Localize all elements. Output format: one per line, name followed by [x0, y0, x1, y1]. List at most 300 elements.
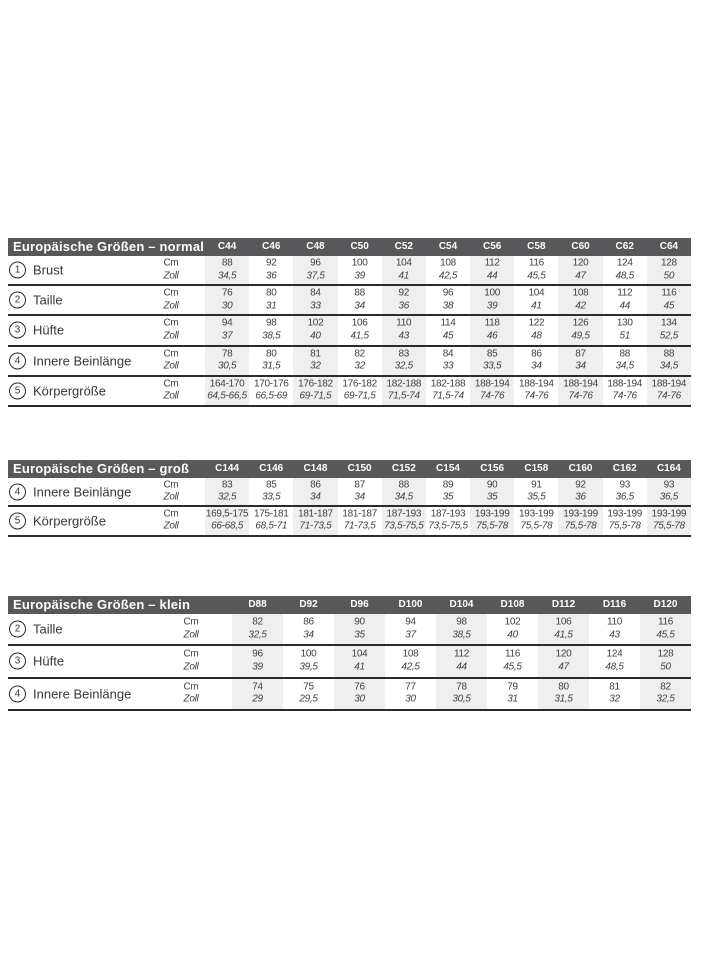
row-number-badge: 4: [9, 685, 26, 702]
cm-value: 92: [575, 479, 586, 491]
cm-value: 164-170: [209, 378, 245, 390]
cm-value: 84: [442, 348, 454, 360]
cell-taille-c48: [293, 288, 337, 313]
zoll-value: 42,5: [401, 661, 420, 673]
cm-value: 176-182: [342, 378, 377, 390]
column-header-c158: C158: [524, 463, 549, 474]
cm-value: 80: [265, 348, 277, 360]
cm-value: 188-194: [474, 378, 510, 390]
cell-taille-c60: [558, 288, 602, 313]
cell-innere-beinlaenge-c152: [382, 479, 426, 504]
cm-value: 74: [252, 681, 263, 693]
column-header-d100: D100: [398, 599, 423, 610]
column-header-c154: C154: [436, 463, 460, 474]
cell-huefte-c62: [603, 318, 647, 343]
cm-value: 75: [303, 681, 314, 693]
column-headers: [8, 238, 691, 256]
cell-taille-d108: [487, 617, 538, 642]
cm-value: 126: [572, 317, 589, 329]
cell-brust-c54: [426, 258, 470, 283]
zoll-value: 45: [663, 300, 675, 312]
cell-taille-c56: [470, 288, 514, 313]
cell-brust-c64: [647, 258, 691, 283]
cell-taille-d96: [334, 617, 385, 642]
cell-innere-beinlaenge-c48: [293, 348, 337, 373]
cm-value: 87: [575, 348, 586, 360]
cell-taille-c46: [249, 288, 293, 313]
zoll-value: 45: [442, 330, 454, 342]
zoll-value: 40: [310, 330, 321, 342]
cell-koerpergroesse-c60: [558, 378, 602, 403]
table-body: [8, 614, 691, 711]
cm-value: 80: [558, 681, 569, 693]
cell-taille-d88: [232, 617, 283, 642]
row-brust: [8, 256, 691, 286]
cm-value: 187-193: [386, 508, 422, 520]
row-koerpergroesse: [8, 377, 691, 407]
row-label-text: Taille: [33, 621, 63, 637]
zoll-value: 44: [456, 661, 467, 673]
cm-value: 181-187: [298, 508, 333, 520]
cm-value: 77: [405, 681, 416, 693]
zoll-value: 71,5-74: [432, 390, 464, 402]
column-header-c50: C50: [350, 241, 369, 252]
row-number-badge: 2: [9, 292, 26, 309]
cell-taille-c44: [205, 288, 249, 313]
row-label-text: Körpergröße: [33, 513, 106, 529]
column-header-c152: C152: [391, 463, 416, 474]
zoll-value: 69-71,5: [343, 390, 376, 402]
cm-value: 170-176: [253, 378, 289, 390]
cm-value: 120: [555, 648, 572, 660]
cell-innere-beinlaenge-d112: [538, 681, 589, 706]
cell-koerpergroesse-c164: [647, 508, 691, 533]
zoll-value: 32,5: [248, 629, 267, 641]
row-taille: [8, 286, 691, 316]
zoll-value: 34: [310, 491, 321, 503]
unit-cm-label: Cm: [163, 508, 179, 520]
cm-value: 188-194: [563, 378, 598, 390]
column-header-c44: C44: [217, 241, 237, 252]
cell-koerpergroesse-c46: [249, 378, 293, 403]
cell-huefte-d96: [334, 649, 385, 674]
cell-huefte-c64: [647, 318, 691, 343]
row-label-text: Hüfte: [33, 653, 65, 669]
row-label-koerpergroesse: [9, 382, 106, 399]
zoll-value: 74-76: [568, 390, 593, 402]
cm-value: 193-199: [563, 508, 598, 520]
row-innere-beinlaenge: [8, 679, 691, 711]
row-label-huefte: [9, 322, 64, 339]
unit-cm-label: Cm: [163, 287, 179, 299]
row-label-text: Körpergröße: [33, 383, 106, 399]
table-body: [8, 256, 691, 407]
zoll-value: 45,5: [656, 629, 675, 641]
cm-value: 81: [609, 681, 620, 693]
unit-labels: [138, 479, 204, 504]
unit-zoll-label: Zoll: [163, 270, 179, 282]
cell-koerpergroesse-c160: [558, 508, 602, 533]
cm-value: 112: [453, 648, 470, 660]
column-header-c150: C150: [347, 463, 372, 474]
unit-labels: [138, 508, 204, 533]
zoll-value: 47: [575, 270, 586, 282]
unit-labels: [158, 617, 224, 642]
zoll-value: 46: [486, 330, 498, 342]
zoll-value: 34,5: [394, 491, 413, 503]
cm-value: 100: [300, 648, 317, 660]
cm-value: 130: [616, 317, 633, 329]
zoll-value: 74-76: [612, 390, 637, 402]
zoll-value: 39: [486, 300, 498, 312]
cm-value: 102: [504, 616, 521, 628]
zoll-value: 34: [531, 360, 542, 372]
zoll-value: 73,5-75,5: [384, 520, 424, 532]
cell-innere-beinlaenge-c148: [293, 479, 337, 504]
cell-huefte-c48: [293, 318, 337, 343]
cm-value: 116: [661, 287, 677, 299]
unit-cm-label: Cm: [163, 257, 179, 269]
zoll-value: 66-68,5: [211, 520, 243, 532]
column-header-d88: D88: [248, 599, 267, 610]
cm-value: 82: [354, 348, 365, 360]
column-header-c56: C56: [482, 241, 502, 252]
cell-koerpergroesse-c56: [470, 378, 514, 403]
cm-value: 100: [484, 287, 501, 299]
row-label-innere-beinlaenge: [9, 685, 131, 702]
cm-value: 175-181: [253, 508, 289, 520]
cm-value: 98: [456, 616, 467, 628]
cm-value: 88: [221, 257, 233, 269]
cell-innere-beinlaenge-c46: [249, 348, 293, 373]
cm-value: 124: [616, 257, 633, 269]
cell-taille-c62: [603, 288, 647, 313]
unit-labels: [158, 681, 224, 706]
column-header-d112: D112: [551, 599, 576, 610]
cell-innere-beinlaenge-c58: [514, 348, 558, 373]
unit-cm-label: Cm: [183, 681, 199, 693]
column-header-d96: D96: [350, 599, 369, 610]
unit-zoll-label: Zoll: [183, 693, 199, 705]
cell-koerpergroesse-c58: [514, 378, 558, 403]
zoll-value: 74-76: [480, 390, 505, 402]
cm-value: 96: [442, 287, 454, 299]
cell-koerpergroesse-c150: [338, 508, 382, 533]
zoll-value: 66,5-69: [255, 390, 288, 402]
row-number-badge: 3: [9, 322, 26, 339]
cm-value: 108: [572, 287, 589, 299]
row-innere-beinlaenge: [8, 478, 691, 507]
zoll-value: 30,5: [217, 360, 237, 372]
cell-koerpergroesse-c144: [205, 508, 249, 533]
cm-value: 118: [484, 317, 500, 329]
cell-brust-c46: [249, 258, 293, 283]
cell-huefte-d104: [436, 649, 487, 674]
cm-value: 106: [555, 616, 572, 628]
cm-value: 98: [265, 317, 277, 329]
cm-value: 120: [572, 257, 589, 269]
unit-zoll-label: Zoll: [163, 360, 179, 372]
zoll-value: 75,5-78: [520, 520, 553, 532]
zoll-value: 34: [354, 491, 365, 503]
unit-zoll-label: Zoll: [163, 491, 179, 503]
zoll-value: 50: [660, 661, 671, 673]
zoll-value: 75,5-78: [652, 520, 685, 532]
zoll-value: 36: [265, 270, 277, 282]
cm-value: 78: [456, 681, 467, 693]
cm-value: 83: [221, 479, 233, 491]
cell-huefte-d116: [589, 649, 640, 674]
zoll-value: 35: [486, 491, 498, 503]
column-header-c164: C164: [656, 463, 681, 474]
zoll-value: 74-76: [656, 390, 681, 402]
zoll-value: 38,5: [262, 330, 281, 342]
cm-value: 193-199: [519, 508, 554, 520]
zoll-value: 45,5: [503, 661, 522, 673]
row-number-badge: 3: [9, 653, 26, 670]
cell-innere-beinlaenge-d88: [232, 681, 283, 706]
column-header-c60: C60: [571, 241, 590, 252]
cm-value: 106: [351, 317, 368, 329]
cell-koerpergroesse-c50: [338, 378, 382, 403]
cm-value: 92: [265, 257, 277, 269]
zoll-value: 38: [442, 300, 454, 312]
zoll-value: 32,5: [394, 360, 413, 372]
cm-value: 76: [354, 681, 365, 693]
row-label-innere-beinlaenge: [9, 483, 131, 500]
cm-value: 181-187: [342, 508, 377, 520]
zoll-value: 39,5: [299, 661, 318, 673]
cell-koerpergroesse-c48: [293, 378, 337, 403]
cm-value: 122: [528, 317, 545, 329]
zoll-value: 35,5: [527, 491, 546, 503]
cell-innere-beinlaenge-c54: [426, 348, 470, 373]
zoll-value: 35: [354, 629, 365, 641]
cm-value: 134: [661, 317, 677, 329]
cell-brust-c48: [293, 258, 337, 283]
cm-value: 182-188: [386, 378, 422, 390]
cm-value: 108: [440, 257, 456, 269]
zoll-value: 30: [354, 693, 365, 705]
zoll-value: 34: [575, 360, 586, 372]
unit-labels: [138, 288, 204, 313]
cell-koerpergroesse-c52: [382, 378, 426, 403]
zoll-value: 45,5: [527, 270, 546, 282]
zoll-value: 43: [609, 629, 620, 641]
cell-innere-beinlaenge-d96: [334, 681, 385, 706]
size-table-klein: [8, 596, 691, 711]
cm-value: 84: [310, 287, 321, 299]
cm-value: 81: [310, 348, 321, 360]
size-table-normal: [8, 238, 691, 407]
cm-value: 76: [221, 287, 233, 299]
cell-innere-beinlaenge-d104: [436, 681, 487, 706]
unit-cm-label: Cm: [183, 648, 199, 660]
cell-innere-beinlaenge-c44: [205, 348, 249, 373]
cell-innere-beinlaenge-d100: [385, 681, 436, 706]
cell-huefte-c52: [382, 318, 426, 343]
zoll-value: 52,5: [659, 330, 679, 342]
cell-koerpergroesse-c64: [647, 378, 691, 403]
row-label-text: Hüfte: [33, 322, 65, 338]
size-table-gross: [8, 460, 691, 537]
cell-innere-beinlaenge-c156: [470, 479, 514, 504]
cell-koerpergroesse-c158: [514, 508, 558, 533]
zoll-value: 33,5: [483, 360, 502, 372]
cell-innere-beinlaenge-c146: [249, 479, 293, 504]
column-header-c54: C54: [438, 241, 458, 252]
cell-taille-d112: [538, 617, 589, 642]
zoll-value: 37: [405, 629, 416, 641]
cm-value: 94: [221, 317, 233, 329]
row-innere-beinlaenge: [8, 347, 691, 377]
cm-value: 128: [661, 257, 677, 269]
zoll-value: 41,5: [350, 330, 369, 342]
zoll-value: 34,5: [615, 360, 634, 372]
cell-innere-beinlaenge-c154: [426, 479, 470, 504]
zoll-value: 38,5: [452, 629, 471, 641]
cell-brust-c60: [558, 258, 602, 283]
column-header-d92: D92: [299, 599, 318, 610]
cm-value: 90: [486, 479, 498, 491]
cm-value: 124: [606, 648, 623, 660]
cell-innere-beinlaenge-c60: [558, 348, 602, 373]
zoll-value: 31,5: [262, 360, 281, 372]
cell-huefte-d108: [487, 649, 538, 674]
zoll-value: 32: [310, 360, 321, 372]
cell-huefte-d112: [538, 649, 589, 674]
cm-value: 110: [396, 317, 412, 329]
cell-huefte-c56: [470, 318, 514, 343]
cell-koerpergroesse-c62: [603, 378, 647, 403]
table-header-bar: [8, 596, 691, 614]
zoll-value: 32: [609, 693, 620, 705]
zoll-value: 47: [558, 661, 569, 673]
cm-value: 82: [660, 681, 671, 693]
cell-innere-beinlaenge-c64: [647, 348, 691, 373]
row-label-innere-beinlaenge: [9, 352, 131, 369]
column-header-c160: C160: [568, 463, 593, 474]
cell-huefte-c46: [249, 318, 293, 343]
cell-innere-beinlaenge-c164: [647, 479, 691, 504]
cm-value: 85: [265, 479, 277, 491]
cell-innere-beinlaenge-d92: [283, 681, 334, 706]
cm-value: 86: [310, 479, 321, 491]
zoll-value: 32,5: [656, 693, 675, 705]
zoll-value: 30: [221, 300, 233, 312]
row-huefte: [8, 316, 691, 346]
cell-huefte-c54: [426, 318, 470, 343]
zoll-value: 41: [531, 300, 542, 312]
zoll-value: 41,5: [554, 629, 573, 641]
cm-value: 83: [398, 348, 410, 360]
zoll-value: 31: [507, 693, 518, 705]
zoll-value: 39: [354, 270, 365, 282]
cell-taille-d116: [589, 617, 640, 642]
unit-labels: [138, 378, 204, 403]
cell-koerpergroesse-c44: [205, 378, 249, 403]
cm-value: 104: [395, 257, 412, 269]
row-label-brust: [9, 262, 63, 279]
zoll-value: 41: [398, 270, 410, 282]
zoll-value: 31: [265, 300, 277, 312]
zoll-value: 34,5: [217, 270, 237, 282]
unit-labels: [138, 258, 204, 283]
row-label-koerpergroesse: [9, 512, 106, 529]
cell-huefte-c58: [514, 318, 558, 343]
zoll-value: 75,5-78: [476, 520, 509, 532]
unit-cm-label: Cm: [163, 348, 179, 360]
unit-zoll-label: Zoll: [183, 661, 199, 673]
column-header-c148: C148: [303, 463, 328, 474]
cm-value: 88: [663, 348, 675, 360]
zoll-value: 36,5: [615, 491, 634, 503]
cm-value: 82: [252, 616, 263, 628]
table-header-bar: [8, 238, 691, 256]
zoll-value: 69-71,5: [299, 390, 332, 402]
unit-cm-label: Cm: [163, 479, 179, 491]
cell-taille-c64: [647, 288, 691, 313]
column-header-c162: C162: [612, 463, 637, 474]
cm-value: 89: [442, 479, 454, 491]
column-header-c144: C144: [215, 463, 240, 474]
cell-brust-c62: [603, 258, 647, 283]
cell-huefte-d88: [232, 649, 283, 674]
cm-value: 116: [528, 257, 544, 269]
unit-labels: [158, 649, 224, 674]
cell-innere-beinlaenge-d116: [589, 681, 640, 706]
cm-value: 86: [531, 348, 542, 360]
cm-value: 104: [351, 648, 368, 660]
zoll-value: 49,5: [571, 330, 590, 342]
zoll-value: 71-73,5: [299, 520, 332, 532]
table-title: Europäische Größen – normal: [13, 239, 205, 254]
table-body: [8, 478, 691, 537]
table-title: Europäische Größen – groß: [13, 461, 190, 476]
zoll-value: 48: [531, 330, 542, 342]
cm-value: 128: [657, 648, 674, 660]
cell-innere-beinlaenge-c162: [603, 479, 647, 504]
zoll-value: 68,5-71: [255, 520, 288, 532]
zoll-value: 48,5: [615, 270, 634, 282]
table-title: Europäische Größen – klein: [13, 597, 191, 612]
cell-taille-d92: [283, 617, 334, 642]
cell-huefte-c50: [338, 318, 382, 343]
zoll-value: 48,5: [605, 661, 624, 673]
row-koerpergroesse: [8, 507, 691, 536]
column-header-d104: D104: [449, 599, 474, 610]
zoll-value: 51: [619, 330, 630, 342]
cm-value: 93: [619, 479, 630, 491]
zoll-value: 40: [507, 629, 518, 641]
row-taille: [8, 614, 691, 646]
cell-innere-beinlaenge-c52: [382, 348, 426, 373]
cm-value: 193-199: [651, 508, 687, 520]
cm-value: 96: [310, 257, 321, 269]
cm-value: 92: [398, 287, 410, 299]
unit-cm-label: Cm: [183, 616, 199, 628]
cell-brust-c52: [382, 258, 426, 283]
zoll-value: 36: [575, 491, 586, 503]
cm-value: 93: [663, 479, 675, 491]
cell-koerpergroesse-c156: [470, 508, 514, 533]
cell-innere-beinlaenge-c62: [603, 348, 647, 373]
zoll-value: 50: [663, 270, 675, 282]
cell-taille-c58: [514, 288, 558, 313]
zoll-value: 34: [303, 629, 314, 641]
row-number-badge: 4: [9, 483, 26, 500]
table-header-bar: [8, 460, 691, 478]
